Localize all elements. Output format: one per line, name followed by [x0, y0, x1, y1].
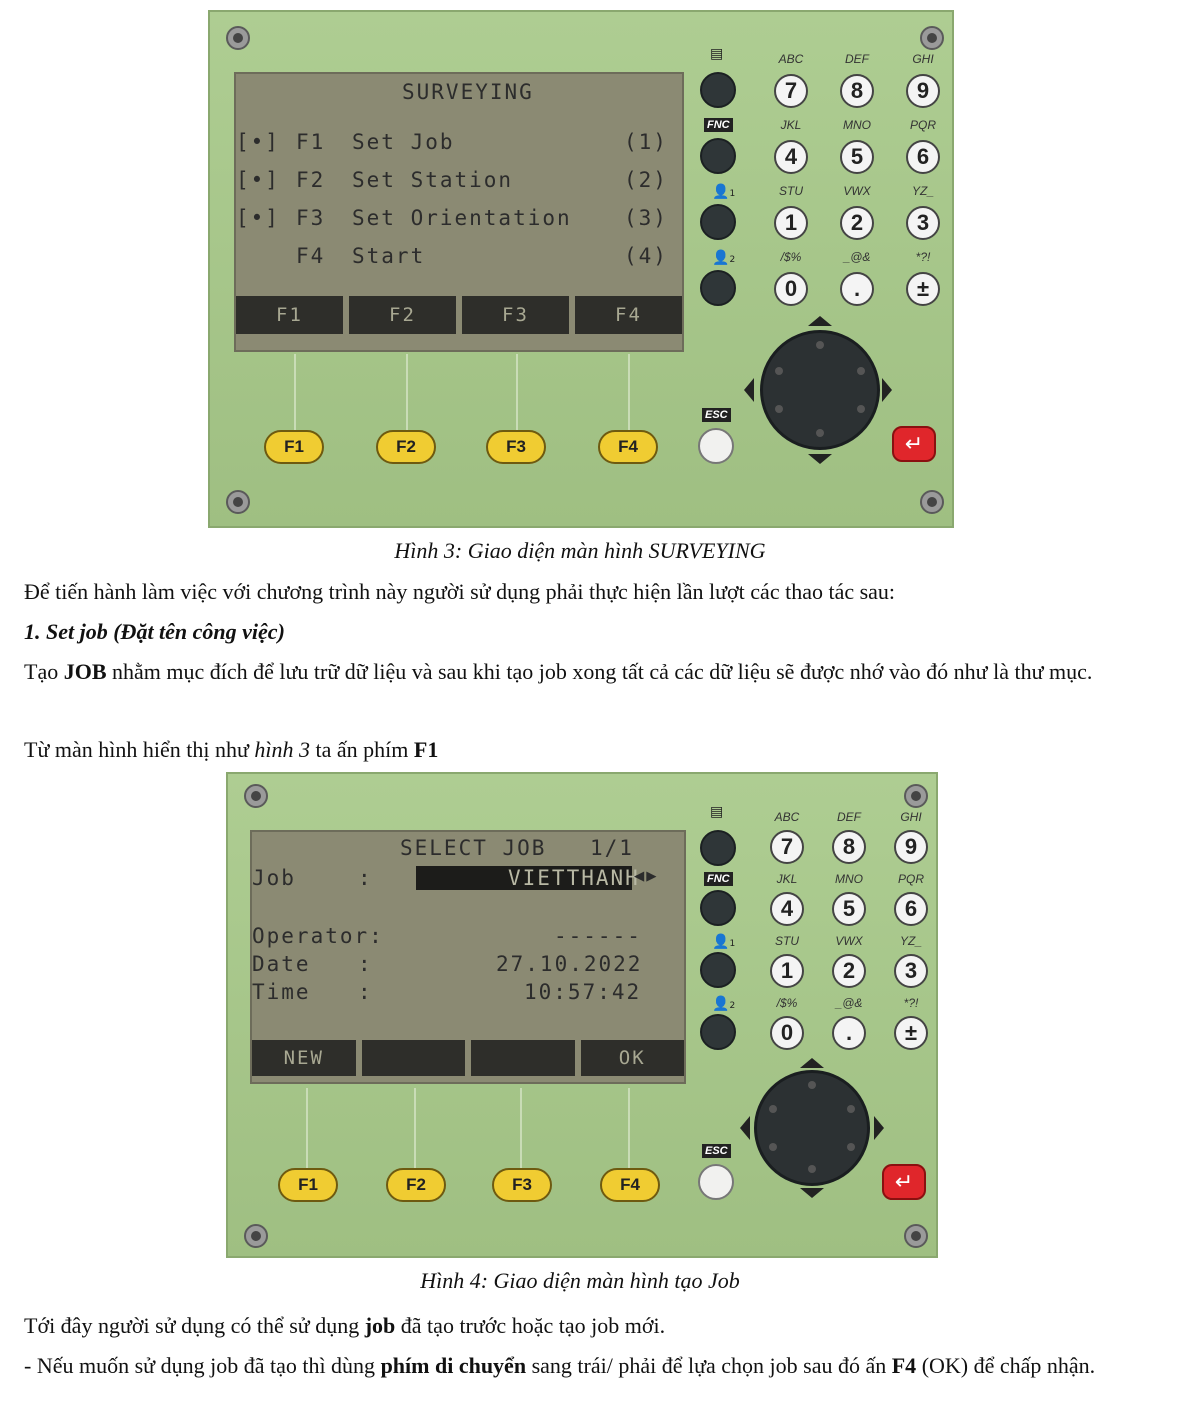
screw-icon	[904, 784, 928, 808]
key-sub-label: *?!	[903, 996, 919, 1010]
dpad-dot	[769, 1143, 777, 1151]
screw-icon	[244, 1224, 268, 1248]
paragraph: Từ màn hình hiển thị như hình 3 ta ấn phím F1	[24, 737, 439, 762]
dpad-dot	[857, 367, 865, 375]
menu-bullet: [•]	[236, 168, 280, 192]
key-plus-minus[interactable]: ±	[906, 272, 940, 306]
key-7[interactable]: 7	[774, 74, 808, 108]
enter-button[interactable]	[882, 1164, 926, 1200]
lcd-page: 1/1	[590, 836, 634, 860]
softkey-ok[interactable]: OK	[581, 1040, 685, 1076]
key-5[interactable]: 5	[832, 892, 866, 926]
key-9[interactable]: 9	[894, 830, 928, 864]
key-1[interactable]: 1	[770, 954, 804, 988]
key-sub-label: YZ_	[911, 184, 934, 198]
job-separator: :	[358, 866, 373, 890]
menu-num: (3)	[624, 206, 668, 230]
key-sub-label: STU	[775, 934, 799, 948]
esc-button[interactable]	[698, 1164, 734, 1200]
menu-num: (4)	[624, 244, 668, 268]
key-0[interactable]: 0	[770, 1016, 804, 1050]
key-sub-label: /$%	[780, 250, 802, 264]
key-sub-label: *?!	[915, 250, 931, 264]
lcd-screen	[250, 830, 686, 1084]
key-sub-label: ABC	[778, 52, 804, 66]
instrument-panel-select-job	[226, 772, 938, 1258]
f2-button[interactable]: F2	[376, 430, 436, 464]
key-3[interactable]: 3	[906, 206, 940, 240]
user1-button[interactable]	[700, 204, 736, 240]
enter-icon: ↵	[904, 431, 924, 457]
key-sub-label: YZ_	[899, 934, 922, 948]
key-stem	[628, 354, 630, 430]
dpad-left-arrow-icon[interactable]	[740, 1116, 750, 1140]
dpad-dot	[808, 1081, 816, 1089]
dpad-dot	[808, 1165, 816, 1173]
softkey-bar	[252, 1040, 684, 1076]
screw-icon	[904, 1224, 928, 1248]
key-sub-label: STU	[779, 184, 803, 198]
left-right-arrows-icon[interactable]: ◀▶	[634, 866, 659, 886]
key-stem	[520, 1088, 522, 1168]
screw-icon	[920, 26, 944, 50]
enter-icon: ↵	[894, 1169, 914, 1195]
dpad-down-arrow-icon[interactable]	[800, 1188, 824, 1198]
key-sub-label: _@&	[835, 996, 863, 1010]
operator-label: Operator:	[252, 924, 384, 948]
softkey-bar	[236, 296, 682, 334]
key-sub-label: VWX	[843, 184, 871, 198]
dpad-dot	[847, 1143, 855, 1151]
user2-icon: 👤2	[712, 996, 736, 1012]
lcd-screen	[234, 72, 684, 352]
menu-key: F1	[296, 130, 326, 154]
date-separator: :	[358, 952, 373, 976]
fnc-button[interactable]	[700, 890, 736, 926]
key-dot[interactable]: .	[832, 1016, 866, 1050]
softkey-new[interactable]: NEW	[252, 1040, 356, 1076]
paragraph: Tới đây người sử dụng có thể sử dụng job đã tạo trước hoặc tạo job mới.	[24, 1313, 666, 1338]
f3-button[interactable]: F3	[492, 1168, 552, 1202]
key-sub-label: ABC	[774, 810, 800, 824]
lcd-title: SURVEYING	[402, 80, 534, 104]
key-dot[interactable]: .	[840, 272, 874, 306]
page-button[interactable]	[700, 830, 736, 866]
screw-icon	[244, 784, 268, 808]
f3-button[interactable]: F3	[486, 430, 546, 464]
fnc-label: FNC	[704, 118, 733, 132]
page-icon: ▤	[710, 804, 724, 820]
screw-icon	[920, 490, 944, 514]
fnc-button[interactable]	[700, 138, 736, 174]
esc-button[interactable]	[698, 428, 734, 464]
navigation-dpad[interactable]	[754, 1070, 870, 1186]
key-sub-label: MNO	[835, 872, 863, 886]
dpad-dot	[775, 405, 783, 413]
navigation-dpad[interactable]	[760, 330, 880, 450]
key-stem	[294, 354, 296, 430]
dpad-right-arrow-icon[interactable]	[882, 378, 892, 402]
key-plus-minus[interactable]: ±	[894, 1016, 928, 1050]
dpad-down-arrow-icon[interactable]	[808, 454, 832, 464]
menu-key: F3	[296, 206, 326, 230]
date-value: 27.10.2022	[496, 952, 643, 976]
instrument-panel-surveying	[208, 10, 954, 528]
section-heading: 1. Set job (Đặt tên công việc)	[24, 619, 285, 644]
user1-button[interactable]	[700, 952, 736, 988]
key-sub-label: MNO	[843, 118, 871, 132]
key-sub-label: VWX	[835, 934, 863, 948]
paragraph: Để tiến hành làm việc với chương trình này người sử dụng phải thực hiện lần lượt các thao tác sau:	[24, 579, 896, 604]
key-sub-label: _@&	[843, 250, 871, 264]
operator-value: ------	[554, 924, 642, 948]
menu-num: (1)	[624, 130, 668, 154]
key-stem	[406, 354, 408, 430]
key-stem	[414, 1088, 416, 1168]
f1-button[interactable]: F1	[264, 430, 324, 464]
key-2[interactable]: 2	[832, 954, 866, 988]
dpad-dot	[816, 341, 824, 349]
page-icon: ▤	[710, 46, 724, 62]
key-sub-label: GHI	[912, 52, 934, 66]
menu-bullet: [•]	[236, 130, 280, 154]
key-stem	[628, 1088, 630, 1168]
key-sub-label: DEF	[845, 52, 869, 66]
key-9[interactable]: 9	[906, 74, 940, 108]
screw-icon	[226, 26, 250, 50]
key-2[interactable]: 2	[840, 206, 874, 240]
esc-label: ESC	[702, 1144, 731, 1158]
key-8[interactable]: 8	[832, 830, 866, 864]
dpad-up-arrow-icon[interactable]	[800, 1058, 824, 1068]
softkey-f1[interactable]: F1	[236, 296, 343, 334]
f4-button[interactable]: F4	[600, 1168, 660, 1202]
key-sub-label: GHI	[900, 810, 922, 824]
dpad-dot	[816, 429, 824, 437]
key-3[interactable]: 3	[894, 954, 928, 988]
key-sub-label: /$%	[776, 996, 798, 1010]
key-8[interactable]: 8	[840, 74, 874, 108]
key-7[interactable]: 7	[770, 830, 804, 864]
menu-item-start[interactable]: Start	[352, 244, 426, 268]
dpad-dot	[769, 1105, 777, 1113]
job-value[interactable]: VIETTHANH	[508, 866, 640, 890]
fnc-label: FNC	[704, 872, 733, 886]
softkey-f3[interactable]: F3	[462, 296, 569, 334]
f4-button[interactable]: F4	[598, 430, 658, 464]
paragraph: Tạo JOB nhằm mục đích để lưu trữ dữ liệu và sau khi tạo job xong tất cả các dữ liệu sẽ được nhớ vào đó như là thư mục.	[24, 659, 1093, 684]
esc-label: ESC	[702, 408, 731, 422]
menu-num: (2)	[624, 168, 668, 192]
time-value: 10:57:42	[524, 980, 642, 1004]
menu-key: F4	[296, 244, 326, 268]
key-6[interactable]: 6	[906, 140, 940, 174]
page-button[interactable]	[700, 72, 736, 108]
menu-item-set-station[interactable]: Set Station	[352, 168, 514, 192]
figure-caption-3: Hình 3: Giao diện màn hình SURVEYING	[394, 538, 766, 563]
key-stem	[516, 354, 518, 430]
enter-button[interactable]	[892, 426, 936, 462]
key-sub-label: PQR	[909, 118, 936, 132]
f2-button[interactable]: F2	[386, 1168, 446, 1202]
dpad-right-arrow-icon[interactable]	[874, 1116, 884, 1140]
key-stem	[306, 1088, 308, 1168]
screw-icon	[226, 490, 250, 514]
key-0[interactable]: 0	[774, 272, 808, 306]
user2-icon: 👤2	[712, 250, 736, 266]
dpad-dot	[857, 405, 865, 413]
dpad-up-arrow-icon[interactable]	[808, 316, 832, 326]
key-1[interactable]: 1	[774, 206, 808, 240]
job-label: Job	[252, 866, 296, 890]
key-4[interactable]: 4	[774, 140, 808, 174]
key-sub-label: JKL	[780, 118, 802, 132]
key-sub-label: JKL	[776, 872, 798, 886]
dpad-left-arrow-icon[interactable]	[744, 378, 754, 402]
key-sub-label: DEF	[837, 810, 861, 824]
time-separator: :	[358, 980, 373, 1004]
user2-button[interactable]	[700, 270, 736, 306]
time-label: Time	[252, 980, 311, 1004]
menu-key: F2	[296, 168, 326, 192]
softkey-empty[interactable]	[471, 1040, 575, 1076]
menu-item-set-job[interactable]: Set Job	[352, 130, 455, 154]
user1-icon: 👤1	[712, 934, 736, 950]
date-label: Date	[252, 952, 311, 976]
menu-item-set-orientation[interactable]: Set Orientation	[352, 206, 572, 230]
f1-button[interactable]: F1	[278, 1168, 338, 1202]
key-sub-label: PQR	[897, 872, 924, 886]
figure-caption-4: Hình 4: Giao diện màn hình tạo Job	[420, 1268, 740, 1293]
dpad-dot	[775, 367, 783, 375]
key-6[interactable]: 6	[894, 892, 928, 926]
paragraph: - Nếu muốn sử dụng job đã tạo thì dùng phím di chuyển sang trái/ phải để lựa chọn job sau đó ấn F4 (OK) để chấp nhận.	[24, 1353, 1096, 1378]
softkey-f2[interactable]: F2	[349, 296, 456, 334]
user1-icon: 👤1	[712, 184, 736, 200]
dpad-dot	[847, 1105, 855, 1113]
key-5[interactable]: 5	[840, 140, 874, 174]
lcd-title: SELECT JOB	[400, 836, 547, 860]
key-4[interactable]: 4	[770, 892, 804, 926]
softkey-f4[interactable]: F4	[575, 296, 682, 334]
menu-bullet: [•]	[236, 206, 280, 230]
user2-button[interactable]	[700, 1014, 736, 1050]
softkey-empty[interactable]	[362, 1040, 466, 1076]
